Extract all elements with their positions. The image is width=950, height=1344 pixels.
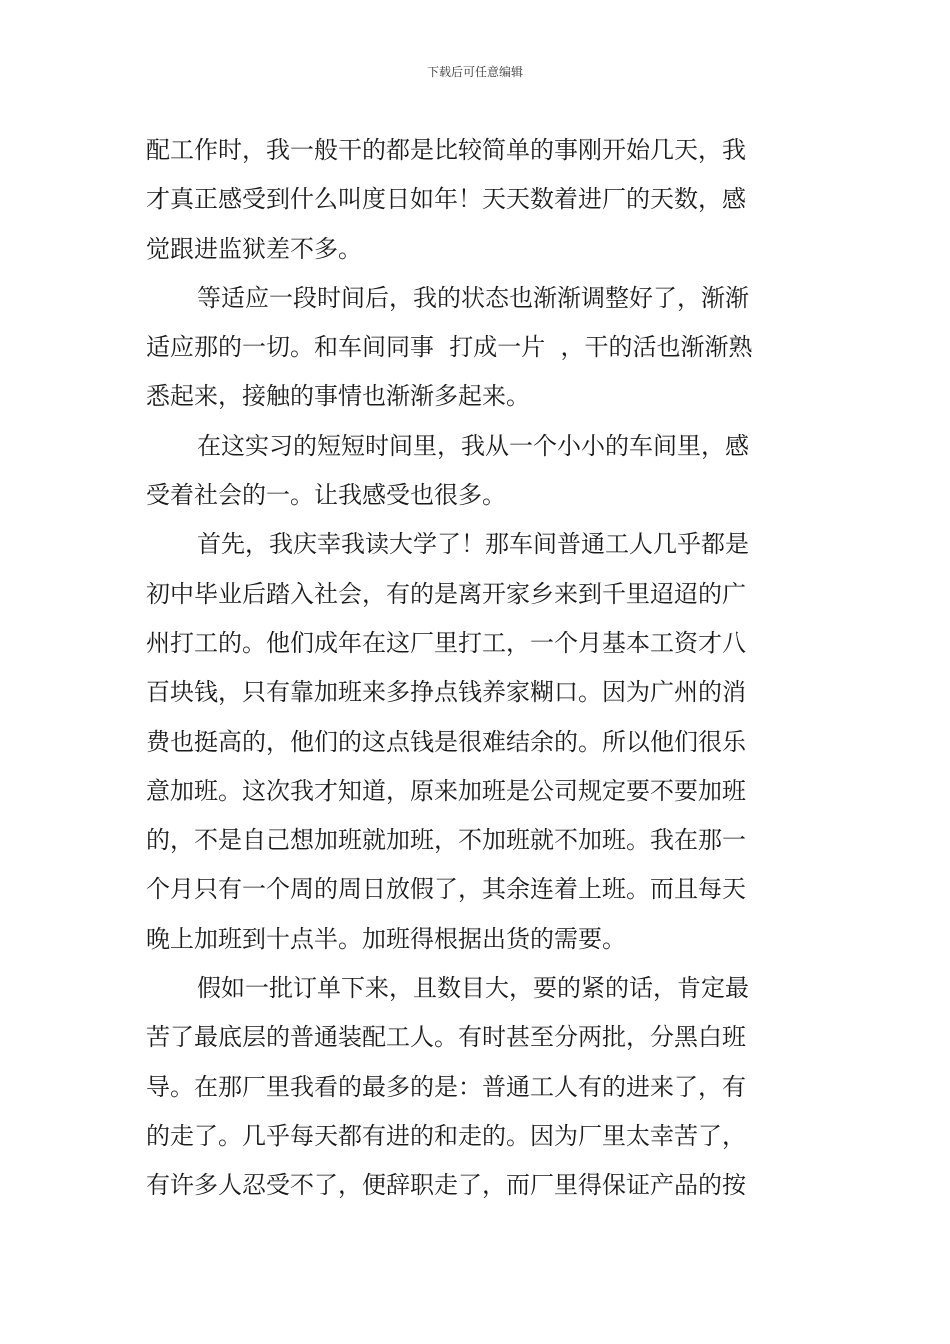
- text-line: 才真正感受到什么叫度日如年！天天数着进厂的天数，感: [146, 185, 746, 214]
- paragraph-start-line: 首先，我庆幸我读大学了！那车间普通工人几乎都是: [197, 530, 749, 559]
- text-line: 苦了最底层的普通装配工人。有时甚至分两批，分黑白班: [146, 1023, 746, 1052]
- document-body: [146, 126, 806, 1211]
- text-line: 初中毕业后踏入社会，有的是离开家乡来到千里迢迢的广: [146, 579, 746, 608]
- text-line: 适应那的一切。和车间同事 打成一片 ，干的活也渐渐熟: [146, 333, 753, 362]
- text-line: 配工作时，我一般干的都是比较简单的事刚开始几天，我: [146, 136, 746, 164]
- paragraph-start-line: 等适应一段时间后，我的状态也渐渐调整好了，渐渐: [197, 283, 749, 312]
- text-line: 晚上加班到十点半。加班得根据出货的需要。: [146, 924, 626, 953]
- text-line: 个月只有一个周的周日放假了，其余连着上班。而且每天: [146, 875, 746, 904]
- text-line: 有许多人忍受不了，便辞职走了，而厂里得保证产品的按: [146, 1171, 746, 1200]
- text-line: 费也挺高的，他们的这点钱是很难结余的。所以他们很乐: [146, 727, 746, 756]
- text-line: 受着社会的一。让我感受也很多。: [146, 481, 506, 510]
- text-line: 意加班。这次我才知道，原来加班是公司规定要不要加班: [146, 776, 746, 805]
- text-line: 觉跟进监狱差不多。: [146, 234, 362, 263]
- text-line: 州打工的。他们成年在这厂里打工，一个月基本工资才八: [146, 628, 746, 657]
- text-line: 悉起来，接触的事情也渐渐多起来。: [146, 382, 530, 411]
- text-line: 的，不是自己想加班就加班，不加班就不加班。我在那一: [146, 826, 746, 855]
- text-line: 的走了。几乎每天都有进的和走的。因为厂里太幸苦了，: [146, 1121, 746, 1150]
- paragraph-start-line: 假如一批订单下来，且数目大，要的紧的话，肯定最: [197, 974, 749, 1003]
- text-line: 百块钱，只有靠加班来多挣点钱养家糊口。因为广州的消: [146, 678, 746, 707]
- paragraph-start-line: 在这实习的短短时间里，我从一个小小的车间里，感: [197, 431, 749, 460]
- text-line: 导。在那厂里我看的最多的是：普通工人有的进来了，有: [146, 1072, 746, 1101]
- page-header-note: 下载后可任意编辑: [426, 65, 523, 79]
